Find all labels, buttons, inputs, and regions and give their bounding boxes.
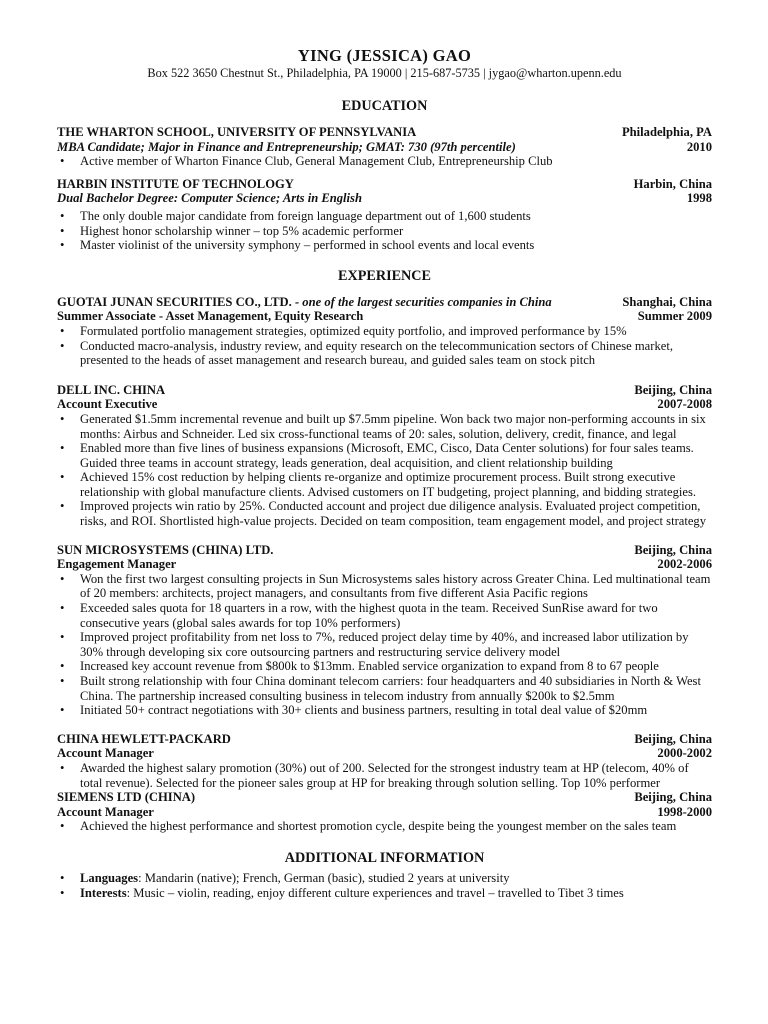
item-text: : Mandarin (native); French, German (basic), studied 2 years at university — [138, 870, 510, 885]
additional-info-list — [57, 871, 712, 900]
bullet-list — [57, 761, 712, 790]
bullet-item: • Highest honor scholarship winner – top 5% academic performer — [57, 224, 712, 239]
experience-entry-dell — [57, 383, 712, 529]
bullet-item: • Improved projects win ratio by 25%. Conducted account and project due diligence analysis. Evaluated project competition, risks, and ROI. Shortlisted high-value projects. Decided on team composition, team engagement model, and project strategy — [57, 499, 712, 528]
company-name: DELL INC. CHINA — [57, 382, 166, 397]
item-label: Languages — [80, 870, 139, 885]
additional-item-interests — [57, 886, 712, 901]
item-label: Interests — [80, 885, 127, 900]
contact-line: Box 522 3650 Chestnut St., Philadelphia, PA 19000 | 215-687-5735 | jygao@wharton.upenn.edu — [147, 66, 622, 80]
bullet-item: • Achieved 15% cost reduction by helping clients re-organize and optimize procurement process. Built strong executive relationship with global manufacture clients. Advised customers on IT budgeting, project planning, and bidding strategies. — [57, 470, 712, 499]
school-location: Harbin, China — [633, 176, 712, 191]
school-name: THE WHARTON SCHOOL, UNIVERSITY OF PENNSYLVANIA — [57, 125, 417, 139]
bullet-item: • Increased key account revenue from $800k to $13mm. Enabled service organization to expand from 8 to 67 people — [57, 659, 712, 674]
bullet-item: • Formulated portfolio management strategies, optimized equity portfolio, and improved performance by 15% — [57, 324, 712, 339]
graduation-date: 1998 — [686, 191, 712, 206]
experience-entry-sun — [57, 543, 712, 718]
section-title-additional: ADDITIONAL INFORMATION — [284, 849, 485, 866]
company-location: Beijing, China — [634, 382, 712, 397]
job-title: Account Manager — [57, 746, 154, 761]
school-location: Philadelphia, PA — [621, 125, 712, 139]
job-title: Account Manager — [57, 804, 154, 819]
bullet-list — [57, 209, 712, 253]
job-title: Summer Associate - Asset Management, Equity Research — [57, 309, 364, 324]
resume-page — [57, 46, 712, 900]
graduation-date: 2010 — [686, 139, 712, 154]
bullet-item: • Generated $1.5mm incremental revenue and built up $7.5mm pipeline. Won back two major non-performing accounts in six months: Airbus and Schneider. Led six cross-functional teams of 20: sales, solution, delivery, credit, finance, and legal — [57, 412, 712, 441]
company-name: GUOTAI JUNAN SECURITIES CO., LTD. — [57, 294, 292, 309]
bullet-item: • Achieved the highest performance and shortest promotion cycle, despite being the youngest member on the sales team — [57, 819, 712, 834]
job-dates: 2000-2002 — [657, 746, 712, 761]
bullet-item: • Improved project profitability from net loss to 7%, reduced project delay time by 40%, and increased labor utilization by 30% through developing six core outsourcing partners and restructuring service delivery model — [57, 630, 712, 659]
school-name: HARBIN INSTITUTE OF TECHNOLOGY — [57, 176, 294, 191]
job-dates: 2002-2006 — [657, 557, 712, 572]
bullet-item: • Master violinist of the university symphony – performed in school events and local events — [57, 238, 712, 253]
section-title-experience: EXPERIENCE — [337, 267, 432, 284]
bullet-list — [57, 412, 712, 529]
candidate-name: YING (JESSICA) GAO — [297, 46, 472, 65]
bullet-list — [57, 154, 712, 169]
bullet-item: • Conducted macro-analysis, industry review, and equity research on the telecommunication sectors of Chinese market, presented to the heads of asset management and research bureau, and guided sales team on stock pitch — [57, 339, 712, 368]
job-title: Account Executive — [57, 397, 158, 412]
job-title: Engagement Manager — [57, 557, 177, 572]
company-name: SUN MICROSYSTEMS (CHINA) LTD. — [57, 542, 274, 557]
bullet-item: • The only double major candidate from foreign language department out of 1,600 students — [57, 209, 712, 224]
job-dates: Summer 2009 — [637, 309, 712, 324]
bullet-list — [57, 324, 712, 368]
bullet-item: • Exceeded sales quota for 18 quarters in a row, with the highest quota in the team. Received SunRise award for two consecutive years (global sales awards for top 10% performers) — [57, 601, 712, 630]
education-entry-harbin — [57, 177, 712, 253]
bullet-item: • Enabled more than five lines of business expansions (Microsoft, EMC, Cisco, Data Center solutions) for four sales teams. Guided three teams in account strategy, leads generation, deal acquisition, and client relationship building — [57, 441, 712, 470]
bullet-item: • Awarded the highest salary promotion (30%) out of 200. Selected for the strongest industry team at HP (telecom, 40% of total revenue). Selected for the pioneer sales group at HP for breaking through solution selling. Top 10% performer — [57, 761, 712, 790]
bullet-item: • Built strong relationship with four China dominant telecom carriers: four headquarters and 40 subsidiaries in North & West China. The partnership increased consulting business in telecom industry from annually $200k to $2.5mm — [57, 674, 712, 703]
bullet-list — [57, 819, 712, 834]
degree: Dual Bachelor Degree: Computer Science; Arts in English — [57, 191, 362, 206]
experience-entry-siemens — [57, 790, 712, 834]
company-location: Beijing, China — [634, 731, 712, 746]
company-location: Beijing, China — [634, 790, 712, 805]
education-entry-wharton — [57, 125, 712, 169]
section-title-education: EDUCATION — [341, 98, 428, 114]
company-tagline: - one of the largest securities companies in China — [291, 294, 552, 309]
company-location: Shanghai, China — [622, 294, 712, 309]
bullet-list — [57, 572, 712, 718]
company-name: SIEMENS LTD (CHINA) — [57, 790, 196, 805]
experience-entry-hp — [57, 732, 712, 790]
job-dates: 2007-2008 — [657, 397, 712, 412]
company-location: Beijing, China — [634, 542, 712, 557]
job-dates: 1998-2000 — [657, 804, 712, 819]
additional-item-languages — [57, 871, 712, 886]
degree: MBA Candidate; Major in Finance and Entrepreneurship; GMAT: 730 (97th percentile) — [57, 139, 516, 154]
item-text: : Music – violin, reading, enjoy different culture experiences and travel – travelled to Tibet 3 times — [126, 885, 624, 900]
experience-entry-guotai — [57, 295, 712, 368]
bullet-item: • Active member of Wharton Finance Club, General Management Club, Entrepreneurship Club — [57, 154, 712, 169]
bullet-item: • Initiated 50+ contract negotiations with 30+ clients and business partners, resulting in total deal value of $20mm — [57, 703, 712, 718]
bullet-item: • Won the first two largest consulting projects in Sun Microsystems sales history across Greater China. Led multinational team of 20 members: architects, project managers, and consultants from five different Asia Pacific regions — [57, 572, 712, 601]
company-name: CHINA HEWLETT-PACKARD — [57, 731, 231, 746]
